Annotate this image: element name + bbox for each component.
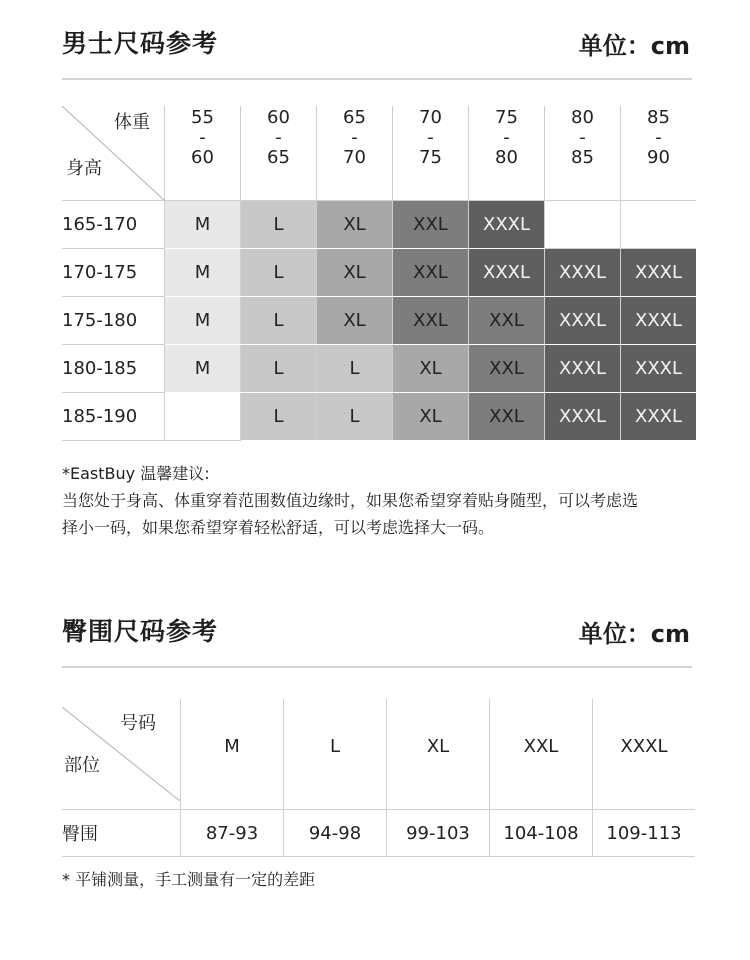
weight-range-part: - xyxy=(579,127,586,148)
height-range-label: 165-170 xyxy=(62,201,165,249)
weight-range-part: 70 xyxy=(419,107,442,128)
weight-range-part: - xyxy=(503,127,510,148)
height-range-label: 170-175 xyxy=(62,249,165,297)
weight-range-header xyxy=(165,106,241,201)
corner-header xyxy=(62,699,181,810)
size-cell: XXL xyxy=(469,393,545,441)
hip-chart-divider xyxy=(62,666,692,668)
size-cell: L xyxy=(241,345,317,393)
weight-range-header xyxy=(241,106,317,201)
size-cell xyxy=(621,201,697,249)
size-cell: XXL xyxy=(469,345,545,393)
size-chart-unit: 单位：cm xyxy=(578,32,690,60)
size-cell: XL xyxy=(317,201,393,249)
size-chart-header xyxy=(62,24,692,64)
weight-range-part: 60 xyxy=(267,107,290,128)
weight-range-header xyxy=(545,106,621,201)
note-line-2: 择小一码，如果您希望穿着轻松舒适，可以考虑选择大一码。 xyxy=(62,518,495,537)
size-chart-note xyxy=(62,460,638,541)
weight-range-stack xyxy=(317,106,392,168)
hip-value-cell: 87-93 xyxy=(181,810,284,857)
size-cell: XL xyxy=(317,297,393,345)
size-header: XXXL xyxy=(593,699,696,810)
size-cell: XXXL xyxy=(621,345,697,393)
size-cell xyxy=(165,393,241,441)
note-line-1: 当您处于身高、体重穿着范围数值边缘时，如果您希望穿着贴身随型，可以考虑选 xyxy=(62,491,639,510)
weight-range-part: - xyxy=(427,127,434,148)
weight-range-part: 65 xyxy=(343,107,366,128)
weight-range-part: 60 xyxy=(191,147,214,168)
weight-range-part: 70 xyxy=(343,147,366,168)
size-cell: XXXL xyxy=(545,297,621,345)
size-cell: XXXL xyxy=(469,249,545,297)
height-row xyxy=(62,201,696,249)
size-cell: XXL xyxy=(393,201,469,249)
height-range-label: 180-185 xyxy=(62,345,165,393)
size-cell: XL xyxy=(393,345,469,393)
size-chart-divider xyxy=(62,78,692,80)
corner-header xyxy=(62,106,165,201)
size-cell: XXL xyxy=(393,249,469,297)
weight-range-part: 85 xyxy=(647,107,670,128)
weight-range-part: 75 xyxy=(495,107,518,128)
size-cell: XXXL xyxy=(545,345,621,393)
size-cell: L xyxy=(241,249,317,297)
size-cell: XL xyxy=(393,393,469,441)
height-row xyxy=(62,297,696,345)
size-cell: XXXL xyxy=(621,297,697,345)
hip-value-cell: 99-103 xyxy=(387,810,490,857)
corner-top-label: 号码 xyxy=(120,713,156,734)
weight-range-part: - xyxy=(275,127,282,148)
size-cell: XL xyxy=(317,249,393,297)
weight-range-stack xyxy=(621,106,696,168)
size-cell: XXXL xyxy=(469,201,545,249)
hip-chart-note: * 平铺测量，手工测量有一定的差距 xyxy=(62,870,316,889)
corner-top-label: 体重 xyxy=(114,112,150,133)
weight-range-stack xyxy=(545,106,620,168)
size-header: L xyxy=(284,699,387,810)
weight-range-stack xyxy=(165,106,240,168)
size-cell: L xyxy=(241,393,317,441)
weight-range-part: 80 xyxy=(495,147,518,168)
size-cell: M xyxy=(165,297,241,345)
hip-header-row xyxy=(62,699,695,810)
hip-measure-row xyxy=(62,810,695,857)
hip-value-cell: 104-108 xyxy=(490,810,593,857)
size-cell xyxy=(545,201,621,249)
hip-row-label: 臀围 xyxy=(62,810,181,857)
size-cell: L xyxy=(241,201,317,249)
weight-range-part: - xyxy=(199,127,206,148)
size-header: M xyxy=(181,699,284,810)
size-cell: M xyxy=(165,249,241,297)
weight-range-part: 55 xyxy=(191,107,214,128)
hip-chart-header xyxy=(62,612,692,652)
note-title: *EastBuy 温馨建议: xyxy=(62,464,210,483)
weight-range-part: 80 xyxy=(571,107,594,128)
size-header: XXL xyxy=(490,699,593,810)
height-row xyxy=(62,345,696,393)
size-cell: M xyxy=(165,201,241,249)
weight-range-header xyxy=(317,106,393,201)
size-cell: XXXL xyxy=(545,393,621,441)
size-cell: L xyxy=(317,345,393,393)
height-range-label: 185-190 xyxy=(62,393,165,441)
weight-range-stack xyxy=(469,106,544,168)
weight-range-part: 90 xyxy=(647,147,670,168)
hip-chart-table xyxy=(62,699,695,857)
size-cell: L xyxy=(317,393,393,441)
hip-chart-title: 臀围尺码参考 xyxy=(62,617,219,646)
corner-box xyxy=(62,106,164,200)
size-cell: XXXL xyxy=(545,249,621,297)
corner-bottom-label: 身高 xyxy=(66,158,102,179)
corner-box xyxy=(62,707,180,801)
size-chart-title: 男士尺码参考 xyxy=(62,29,219,58)
size-cell: XXL xyxy=(393,297,469,345)
height-row xyxy=(62,249,696,297)
weight-range-header xyxy=(469,106,545,201)
weight-header-row xyxy=(62,106,696,201)
size-cell: XXXL xyxy=(621,393,697,441)
size-cell: XXXL xyxy=(621,249,697,297)
size-header: XL xyxy=(387,699,490,810)
size-cell: M xyxy=(165,345,241,393)
hip-value-cell: 109-113 xyxy=(593,810,696,857)
size-cell: L xyxy=(241,297,317,345)
size-chart-table xyxy=(62,106,696,441)
hip-value-cell: 94-98 xyxy=(284,810,387,857)
weight-range-stack xyxy=(393,106,468,168)
weight-range-stack xyxy=(241,106,316,168)
height-row xyxy=(62,393,696,441)
weight-range-part: - xyxy=(655,127,662,148)
height-range-label: 175-180 xyxy=(62,297,165,345)
weight-range-part: 75 xyxy=(419,147,442,168)
weight-range-part: 65 xyxy=(267,147,290,168)
weight-range-part: - xyxy=(351,127,358,148)
size-cell: XXL xyxy=(469,297,545,345)
weight-range-header xyxy=(621,106,697,201)
weight-range-part: 85 xyxy=(571,147,594,168)
corner-bottom-label: 部位 xyxy=(64,755,100,776)
hip-chart-unit: 单位：cm xyxy=(578,620,690,648)
weight-range-header xyxy=(393,106,469,201)
